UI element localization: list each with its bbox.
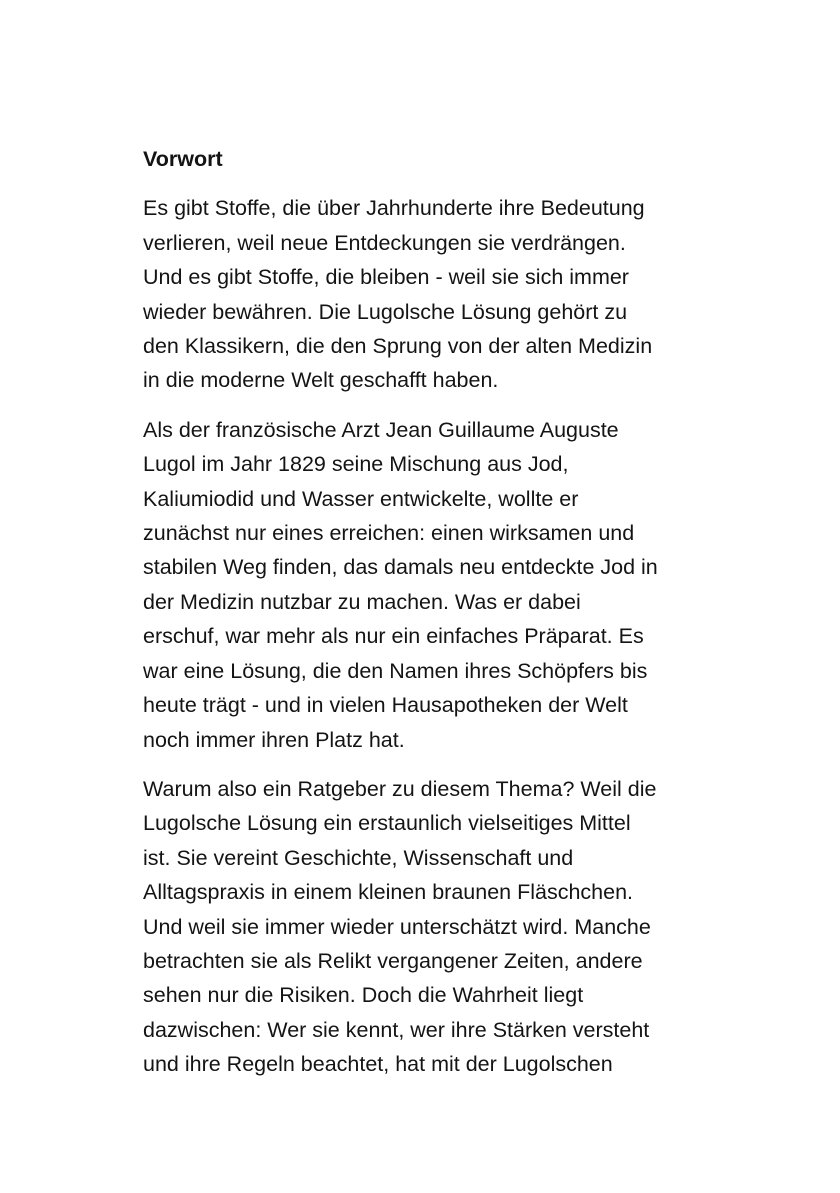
text-line: Warum also ein Ratgeber zu diesem Thema? Weil die bbox=[143, 776, 657, 801]
text-line: Und es gibt Stoffe, die bleiben - weil sie sich immer bbox=[143, 265, 629, 290]
text-line: heute trägt - und in vielen Hausapotheken der Welt bbox=[143, 693, 628, 718]
text-line: dazwischen: Wer sie kennt, wer ihre Stärken versteht bbox=[143, 1017, 650, 1042]
text-line: Lugolsche Lösung ein erstaunlich vielseitiges Mittel bbox=[143, 811, 631, 836]
paragraph-2 bbox=[143, 413, 703, 757]
text-line: war eine Lösung, die den Namen ihres Schöpfers bis bbox=[143, 658, 648, 683]
text-line: sehen nur die Risiken. Doch die Wahrheit liegt bbox=[143, 983, 584, 1008]
page-content bbox=[143, 142, 703, 1097]
text-line: wieder bewähren. Die Lugolsche Lösung gehört zu bbox=[143, 299, 628, 324]
paragraph-1 bbox=[143, 191, 703, 397]
section-heading: Vorwort bbox=[143, 147, 223, 171]
text-line: ist. Sie vereint Geschichte, Wissenschaft und bbox=[143, 845, 574, 870]
text-line: zunächst nur eines erreichen: einen wirksamen und bbox=[143, 521, 635, 546]
text-line: erschuf, war mehr als nur ein einfaches Präparat. Es bbox=[143, 624, 644, 649]
text-line: stabilen Weg finden, das damals neu entdeckte Jod in bbox=[143, 555, 658, 580]
text-line: den Klassikern, die den Sprung von der alten Medizin bbox=[143, 334, 653, 359]
paragraph-3 bbox=[143, 772, 703, 1082]
text-line: Lugol im Jahr 1829 seine Mischung aus Jod, bbox=[143, 452, 569, 477]
text-line: in die moderne Welt geschafft haben. bbox=[143, 368, 499, 393]
text-line: Und weil sie immer wieder unterschätzt wird. Manche bbox=[143, 914, 651, 939]
text-line: Es gibt Stoffe, die über Jahrhunderte ihre Bedeutung bbox=[143, 196, 645, 221]
text-line: Als der französische Arzt Jean Guillaume Auguste bbox=[143, 417, 619, 442]
text-line: verlieren, weil neue Entdeckungen sie verdrängen. bbox=[143, 230, 626, 255]
text-line: Kaliumiodid und Wasser entwickelte, wollte er bbox=[143, 486, 579, 511]
text-line: und ihre Regeln beachtet, hat mit der Lugolschen bbox=[143, 1052, 613, 1077]
text-line: der Medizin nutzbar zu machen. Was er dabei bbox=[143, 589, 581, 614]
text-line: noch immer ihren Platz hat. bbox=[143, 727, 405, 752]
text-line: betrachten sie als Relikt vergangener Zeiten, andere bbox=[143, 948, 643, 973]
text-line: Alltagspraxis in einem kleinen braunen Fläschchen. bbox=[143, 880, 633, 905]
